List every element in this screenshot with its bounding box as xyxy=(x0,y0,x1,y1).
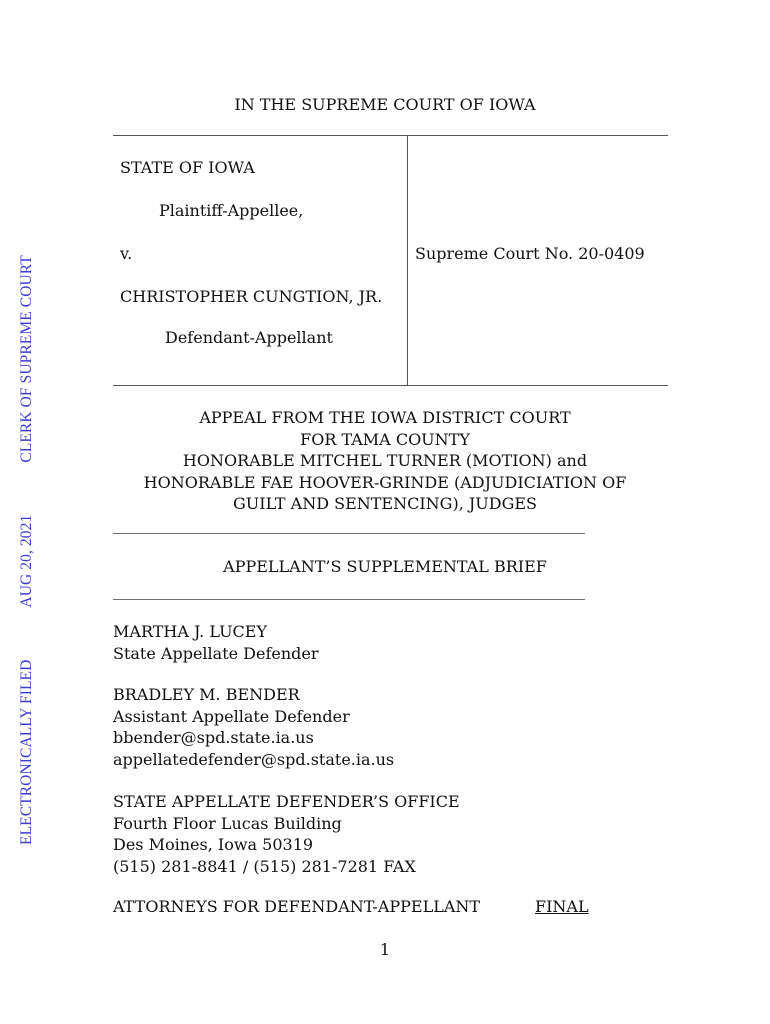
caption-divider xyxy=(407,135,408,385)
appeal-line: HONORABLE FAE HOOVER-GRINDE (ADJUDICIATION OF xyxy=(143,472,627,492)
defendant-role: Defendant-Appellant xyxy=(165,328,333,347)
brief-title: APPELLANT’S SUPPLEMENTAL BRIEF xyxy=(223,557,547,576)
separator-line: ___________________________________________________________ xyxy=(113,515,585,534)
appeal-line: APPEAL FROM THE IOWA DISTRICT COURT xyxy=(199,408,571,427)
stamp-filed: ELECTRONICALLY FILED xyxy=(18,659,35,845)
appeal-heading xyxy=(113,407,657,515)
plaintiff-role: Plaintiff-Appellee, xyxy=(159,201,304,220)
caption-bottom-rule xyxy=(113,385,668,386)
attorneys-for: ATTORNEYS FOR DEFENDANT-APPELLANT xyxy=(113,897,481,916)
office-name: STATE APPELLATE DEFENDER’S OFFICE xyxy=(113,792,460,811)
case-number: Supreme Court No. 20-0409 xyxy=(415,244,645,263)
counsel-name: BRADLEY M. BENDER xyxy=(113,685,300,704)
court-title: IN THE SUPREME COURT OF IOWA xyxy=(234,95,536,114)
office-phone: (515) 281-8841 / (515) 281-7281 FAX xyxy=(113,856,416,876)
stamp-date: AUG 20, 2021 xyxy=(18,514,35,608)
appeal-line: FOR TAMA COUNTY xyxy=(300,429,470,449)
counsel-name: MARTHA J. LUCEY xyxy=(113,622,268,641)
office-address-line: Fourth Floor Lucas Building xyxy=(113,813,342,833)
caption-top-rule xyxy=(113,135,668,136)
page-number: 1 xyxy=(379,940,391,959)
filing-stamp xyxy=(18,255,36,845)
appeal-line: GUILT AND SENTENCING), JUDGES xyxy=(232,494,538,513)
counsel-title: State Appellate Defender xyxy=(113,643,319,663)
counsel-title: Assistant Appellate Defender xyxy=(113,706,350,726)
final-label: FINAL xyxy=(535,897,589,916)
appeal-line: HONORABLE MITCHEL TURNER (MOTION) and xyxy=(182,451,588,470)
counsel-email: appellatedefender@spd.state.ia.us xyxy=(113,749,395,769)
versus: v. xyxy=(120,244,133,263)
counsel-block-bender xyxy=(113,684,394,770)
counsel-email: bbender@spd.state.ia.us xyxy=(113,728,314,747)
plaintiff-name: STATE OF IOWA xyxy=(120,158,255,177)
stamp-clerk: CLERK OF SUPREME COURT xyxy=(18,255,35,463)
separator-line: ___________________________________________________________ xyxy=(113,581,585,600)
office-block xyxy=(113,791,460,877)
office-address-line: Des Moines, Iowa 50319 xyxy=(113,835,314,854)
defendant-name: CHRISTOPHER CUNGTION, JR. xyxy=(120,287,383,306)
counsel-block-lucey xyxy=(113,621,319,664)
